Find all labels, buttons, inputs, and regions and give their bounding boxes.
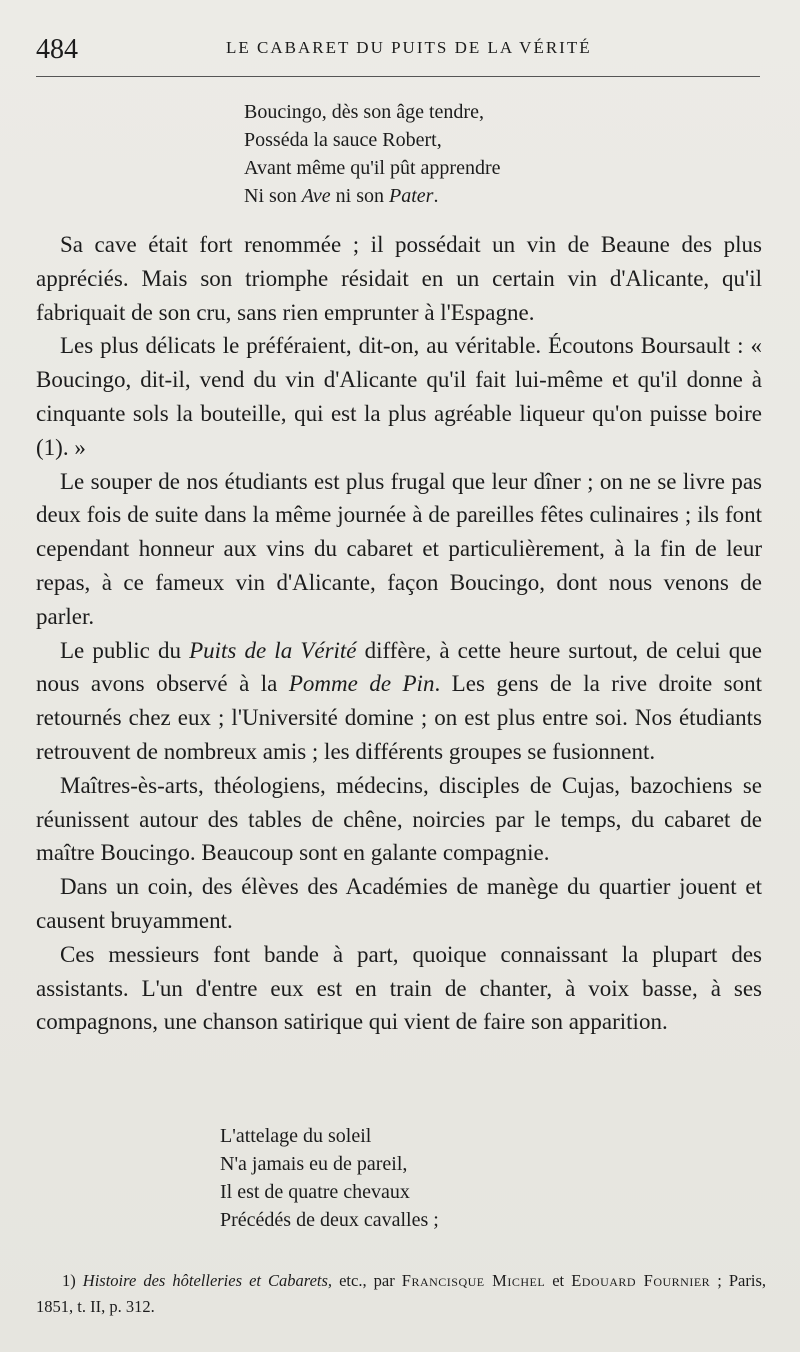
footnote-text-part: et <box>545 1271 572 1290</box>
page-number: 484 <box>36 34 78 65</box>
verse-text: Ni son <box>244 185 302 207</box>
paragraph-2: Les plus délicats le préféraient, dit-on, au véritable. Écoutons Boursault : « Boucingo, dit-il, vend du vin d'Alicante qu'il fait lui-même et qu'il donne à cinquante sols la bouteille, qui est la plus agréable liqueur qu'on puisse boire (1). » <box>36 333 762 460</box>
verse-line: N'a jamais eu de pareil, <box>220 1153 408 1175</box>
footnote-text-part: ; Paris, 1851, t. II, p. 312. <box>36 1271 766 1316</box>
footnote-title: Histoire des hôtelleries et Cabarets, <box>82 1271 333 1290</box>
paragraph-7: Ces messieurs font bande à part, quoique connaissant la plupart des assistants. L'un d'entre eux est en train de chanter, à voix basse, à ses compagnons, une chanson satirique qui vient de faire son apparition. <box>36 941 762 1035</box>
paragraph-4 <box>36 634 762 769</box>
footnote-text-part: etc., par <box>332 1271 402 1290</box>
verse-line <box>244 182 500 210</box>
paragraph-1: Sa cave était fort renommée ; il possédait un vin de Beaune des plus appréciés. Mais son triomphe résidait en un certain vin d'Alicante, qu'il fabriquait de son cru, sans rien emprunter à l'Espagne. <box>36 232 762 325</box>
verse-text: ni son <box>330 185 390 207</box>
verse-line: Précédés de deux cavalles ; <box>220 1209 439 1231</box>
italic-pomme: Pomme de Pin <box>288 671 435 697</box>
verse-line: L'attelage du soleil <box>220 1125 372 1147</box>
running-title: LE CABARET DU PUITS DE LA VÉRITÉ <box>226 38 592 57</box>
verse-line: Il est de quatre chevaux <box>220 1181 410 1203</box>
verse-line: Boucingo, dès son âge tendre, <box>244 101 484 123</box>
footnote-author-2: Edouard Fournier <box>571 1271 711 1290</box>
paragraph-text: Le public du <box>60 637 190 663</box>
paragraph-text: diffère, à cette heure surtout, de celui que nous avons observé à la <box>36 637 762 697</box>
paragraph-5: Maîtres-ès-arts, théologiens, médecins, disciples de Cujas, bazochiens se réunissent autour des tables de chêne, noircies par le temps, du cabaret de maître Boucingo. Beaucoup sont en galante compagnie. <box>36 772 762 866</box>
paragraph-6: Dans un coin, des élèves des Académies de manège du quartier jouent et causent bruyamment. <box>36 874 762 933</box>
paragraph-3: Le souper de nos étudiants est plus frugal que leur dîner ; on ne se livre pas deux fois de suite dans la même journée à de pareilles fêtes culinaires ; ils font cependant honneur aux vins du cabaret et particulièrement, à la fin de leur repas, à ce fameux vin d'Alicante, façon Boucingo, dont nous venons de parler. <box>36 468 762 629</box>
paragraph-text: . Les gens de la rive droite sont retournés chez eux ; l'Université domine ; on est plus entre soi. Nos étudiants retrouvent de nombreux amis ; les différents groupes se fusionnent. <box>36 671 762 764</box>
verse-line: Posséda la sauce Robert, <box>244 129 442 151</box>
italic-puits: Puits de la Vérité <box>189 637 357 663</box>
footnote-text <box>36 1268 766 1320</box>
footnote-author-1: Francisque Michel <box>401 1271 546 1290</box>
verse-italic-ave: Ave <box>301 185 331 207</box>
verse-line: Avant même qu'il pût apprendre <box>244 157 501 179</box>
verse-italic-pater: Pater <box>389 185 434 207</box>
footnote <box>36 1268 766 1320</box>
verse-stanza-1 <box>244 98 500 210</box>
page-header <box>36 30 760 70</box>
verse-text: . <box>433 185 439 207</box>
header-rule <box>36 76 760 77</box>
main-text <box>36 228 762 1039</box>
verse-stanza-2 <box>220 1122 439 1234</box>
footnote-marker: 1) <box>62 1271 83 1290</box>
